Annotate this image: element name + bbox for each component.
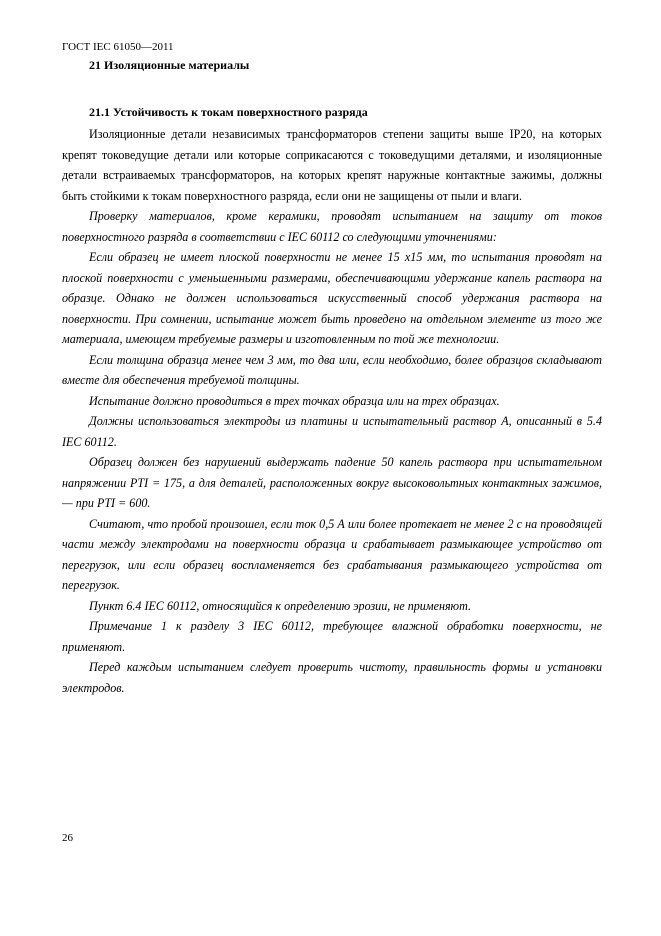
paragraph-test-points: Испытание должно проводиться в трех точках образца или на трех образцах. [89, 393, 500, 408]
page-number: 26 [62, 832, 73, 844]
section-title: 21 Изоляционные материалы [89, 58, 250, 72]
paragraph-breakdown: Считают, что пробой произошел, если ток 0,5 А или более протекает не менее 2 с на проводящей части между электродами на поверхности образца и срабатывает размыкающее устройство от перегрузок, или если образец воспламеняется без срабатывания размыкающего устройства от перегрузок. [62, 516, 602, 592]
paragraph-erosion: Пункт 6.4 IEC 60112, относящийся к определению эрозии, не применяют. [89, 598, 471, 613]
paragraph-drops: Образец должен без нарушений выдержать падение 50 капель раствора при испытательном напряжении PTI = 175, а для деталей, расположенных вокруг высоковольтных контактных зажимов, — при PTI = 600. [62, 455, 602, 510]
paragraph-test-method: Проверку материалов, кроме керамики, проводят испытанием на защиту от токов поверхностного разряда в соответствии с IEC 60112 со следующими уточнениями: [62, 209, 602, 244]
paragraph-thickness: Если толщина образца менее чем 3 мм, то два или, если необходимо, более образцов складывают вместе для обеспечения требуемой толщины. [62, 352, 602, 387]
body-text [62, 124, 602, 698]
paragraph-flat-surface: Если образец не имеет плоской поверхности не менее 15 x15 мм, то испытания проводят на плоской поверхности с уменьшенными размерами, обеспечивающими удержание капель раствора на образце. Однако не должен использоваться искусственный способ удержания раствора на поверхности. При сомнении, испытание может быть проведено на отдельном элементе из того же материала, имеющем требуемые размеры и изготовленным по той же технологии. [62, 250, 602, 346]
paragraph-electrode-check: Перед каждым испытанием следует проверить чистоту, правильность формы и установки электродов. [62, 660, 602, 695]
paragraph-note: Примечание 1 к разделу 3 IEC 60112, требующее влажной обработки поверхности, не применяют. [62, 619, 602, 654]
standard-code-header: ГОСТ IEC 61050—2011 [62, 41, 174, 53]
paragraph-electrodes: Должны использоваться электроды из платины и испытательный раствор А, описанный в 5.4 IEC 60112. [62, 414, 602, 449]
subsection-title: 21.1 Устойчивость к токам поверхностного разряда [89, 105, 368, 119]
paragraph-requirement: Изоляционные детали независимых трансформаторов степени защиты выше IP20, на которых крепят токоведущие детали или которые соприкасаются с токоведущими деталями, и изоляционные детали встраиваемых трансформаторов, на которых крепят наружные контактные зажимы, должны быть стойкими к токам поверхностного разряда, если они не защищены от пыли и влаги. [62, 127, 602, 203]
